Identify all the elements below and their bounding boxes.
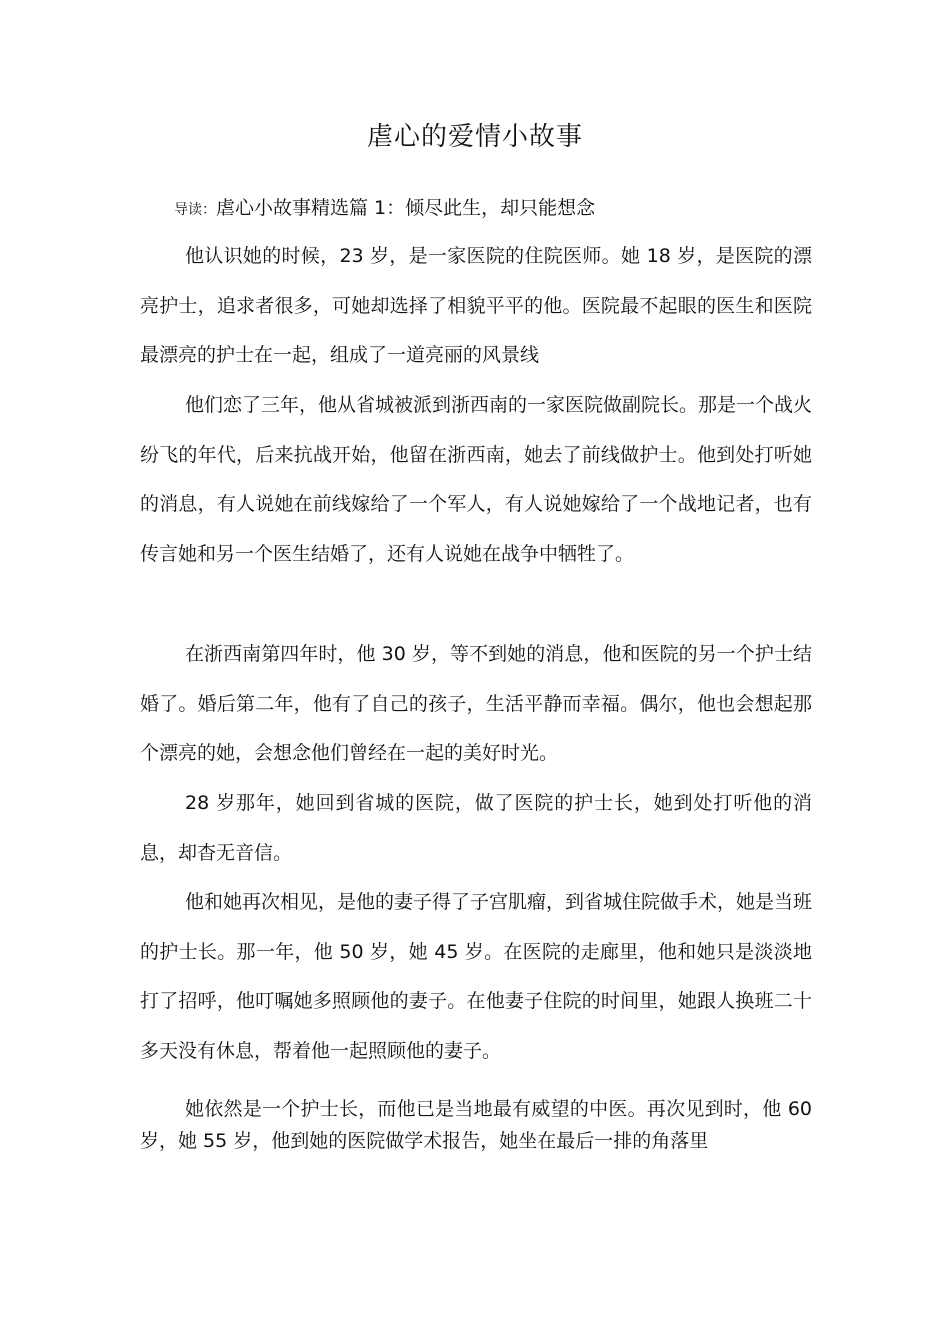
paragraph-4: 28 岁那年，她回到省城的医院，做了医院的护士长，她到处打听他的消息，却杳无音信。 xyxy=(140,792,812,864)
intro-text: 虐心小故事精选篇 1：倾尽此生，却只能想念 xyxy=(216,197,596,219)
paragraph-1: 他认识她的时候，23 岁，是一家医院的住院医师。她 18 岁，是医院的漂亮护士，追求者很多，可她却选择了相貌平平的他。医院最不起眼的医生和医院最漂亮的护士在一起，组成了一道亮丽的风景线 xyxy=(140,245,812,366)
intro-label: 导读： xyxy=(174,202,216,218)
paragraph-5: 他和她再次相见，是他的妻子得了子宫肌瘤，到省城住院做手术，她是当班的护士长。那一年，他 50 岁，她 45 岁。在医院的走廊里，他和她只是淡淡地打了招呼，他叮嘱她多照顾他的妻子。在他妻子住院的时间里，她跟人换班二十多天没有休息，帮着他一起照顾他的妻子。 xyxy=(140,891,813,1062)
document-title: 虐心的爱情小故事 xyxy=(366,122,583,152)
paragraph-6: 她依然是一个护士长，而他已是当地最有威望的中医。再次见到时，他 60 岁，她 55 岁，他到她的医院做学术报告，她坐在最后一排的角落里 xyxy=(140,1098,812,1152)
paragraph-2: 他们恋了三年，他从省城被派到浙西南的一家医院做副院长。那是一个战火纷飞的年代，后来抗战开始，他留在浙西南，她去了前线做护士。他到处打听她的消息，有人说她在前线嫁给了一个军人，有人说她嫁给了一个战地记者，也有传言她和另一个医生结婚了，还有人说她在战争中牺牲了。 xyxy=(140,394,813,565)
intro-line xyxy=(174,193,595,220)
paragraph-3: 在浙西南第四年时，他 30 岁，等不到她的消息，他和医院的另一个护士结婚了。婚后第二年，他有了自己的孩子，生活平静而幸福。偶尔，他也会想起那个漂亮的她，会想念他们曾经在一起的美好时光。 xyxy=(140,643,812,764)
